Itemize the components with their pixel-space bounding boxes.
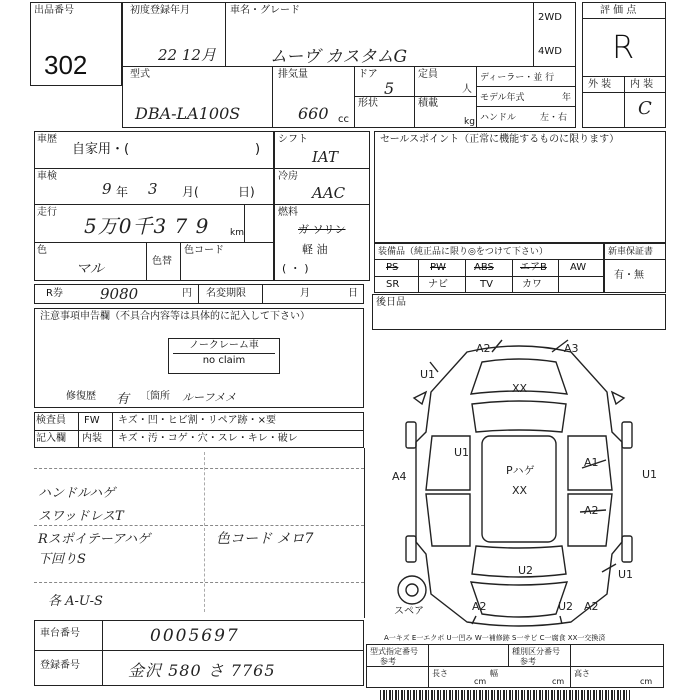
shaken-label: 車検 [37,171,57,182]
repair-part-label: 〔箇所 [140,391,170,402]
shaken-day-unit: 日) [238,185,255,199]
no-claim-stamp [168,338,280,374]
warranty-value: 有・無 [614,270,644,281]
grade-label: 評 価 点 [600,5,637,16]
length-label: 長さ [432,669,448,678]
aircon-label: 冷房 [278,171,298,182]
mileage-unit: km [230,228,244,238]
shaken-year-value: 9 [102,180,112,198]
mark-u1-right: U1 [642,468,658,481]
front-windshield [472,401,566,432]
height-label: 高さ [574,669,590,678]
width-unit: cm [552,677,565,686]
color-change-label: 色替 [152,256,172,267]
mark-roof: Pハゲ [506,464,535,477]
grade-value: R [612,28,635,66]
category-ref: 参考 [520,657,536,666]
left-front-door [426,436,470,490]
mark-u2-br: U2 [558,600,574,613]
fuel-options: ガ ソリン [298,223,346,236]
capacity-label: 定員 [418,69,438,80]
equip-leather: カワ [522,279,542,290]
no-claim-line1: ノークレーム車 [189,340,259,351]
length-unit: cm [474,677,487,686]
note-line-3: Rスポイテーアハゲ [38,532,151,547]
later-items-label: 後日品 [376,297,406,308]
car-damage-diagram [372,332,666,632]
note-line-2: スワッドレスT [38,509,124,524]
right-front-wheel [622,422,632,448]
recycle-label: R券 [46,288,63,299]
lot-number-value: 302 [44,50,88,80]
interior-label: 内 装 [630,79,654,90]
mark-roof-xx: XX [512,484,528,497]
mark-a2-br: A2 [584,600,599,613]
mark-a3-top: A3 [564,342,579,355]
left-rear-wheel [406,536,416,562]
handle-value: 左・右 [540,113,568,123]
capacity-unit: 人 [462,84,472,95]
name-change-month: 月 [300,288,310,299]
shift-value: IAT [312,148,338,166]
mark-a2-bl: A2 [472,600,487,613]
registration-value: 金沢 580 さ 7765 [128,661,276,680]
load-unit: kg [464,117,475,127]
doors-label: ドア [358,69,378,80]
fw-text: キズ・凹・ヒビ割・リペア跡・×要 [118,415,276,426]
aircon-value: AAC [312,184,346,202]
color-code-note: 色コード メロ7 [216,531,314,547]
mileage-label: 走行 [37,207,57,218]
mark-xx-hood: XX [512,382,528,395]
mark-a1: A1 [584,456,599,469]
no-claim-line2: no claim [202,355,246,366]
displacement-unit: cc [338,114,349,125]
inspector-label: 検査員 [36,415,66,426]
recycle-value: 9080 [100,285,139,303]
recycle-box [34,284,364,304]
shift-label: シフト [278,134,308,145]
shaken-month-unit: 月( [182,185,199,199]
mark-u1-br: U1 [618,568,634,581]
mark-u1-mid: U1 [454,446,470,459]
repair-part-value: ルーフメメ [182,391,237,404]
mark-spare: スペア [394,606,424,617]
designation-ref: 参考 [380,657,396,666]
barcode-strip [380,690,630,700]
recycle-unit: 円 [182,288,192,299]
designation-label: 型式指定番号 [370,647,418,656]
sales-point-label: セールスポイント（正常に機能するものに限ります） [380,134,620,145]
notes-area-right-border [364,448,365,618]
fuel-diesel: 軽 油 [302,243,328,256]
warranty-label: 新車保証書 [608,247,654,257]
right-rear-wheel [622,536,632,562]
registration-label: 登録番号 [40,660,80,671]
repair-history-value: 有 [116,392,130,407]
color-label: 色 [37,245,47,256]
displacement-label: 排気量 [278,69,308,80]
displacement-value: 660 [298,104,329,123]
mileage-value: 5万0千3 7 9 [84,214,210,238]
drive-2wd-label: 2WD [538,12,562,23]
notes-label: 注意事項申告欄（不具合内容等は具体的に記入して下さい） [40,311,310,322]
interior-value: C [638,98,652,119]
left-rear-door [426,494,470,546]
lot-number-label: 出品番号 [34,5,74,16]
chassis-label: 車台番号 [40,628,80,639]
note-line-1: ハンドルハゲ [38,486,116,501]
history-value: 自家用・( [72,142,130,157]
fuel-paren: ( ・ ) [282,262,309,275]
first-registration-value: 22 12月 [158,46,216,64]
car-grade-value: ムーヴ カスタムG [270,47,408,67]
name-change-day: 日 [348,288,358,299]
damage-legend: A一キズ E一エクボ U一凹み W一補修跡 S一サビ C一腐食 XX一交換済 [384,634,606,642]
model-year-unit: 年 [562,93,572,103]
equip-airbag: エアB [520,262,547,273]
chassis-value: 0005697 [150,626,240,646]
shape-label: 形状 [358,98,378,109]
spare-tire [398,576,426,604]
color-value: マル [76,261,104,277]
equip-aw: AW [570,262,587,273]
first-registration-label: 初度登録年月 [130,5,190,16]
doors-value: 5 [384,79,395,98]
later-items-box [372,294,666,330]
history-label: 車歴 [37,134,57,145]
equip-navi: ナビ [428,279,448,290]
dealer-label: ディーラー・並 行 [480,73,555,83]
load-label: 積載 [418,98,438,109]
mark-a2-right: A2 [584,504,599,517]
model-year-label: モデル年式 [480,93,525,103]
width-label: 幅 [490,669,498,678]
note-line-5: 各 A-U-S [48,594,103,609]
sales-point-box [374,131,666,243]
car-grade-label: 車名・グレード [230,5,300,16]
shaken-month-value: 3 [148,180,158,198]
interior-check-label: 内装 [82,433,102,444]
equip-sr: SR [386,279,400,290]
left-front-wheel [406,422,416,448]
mark-a2-top: A2 [476,342,491,355]
equip-ps: PS [386,262,399,273]
model-value: DBA-LA100S [135,104,241,123]
mark-a4: A4 [392,470,407,483]
repair-history-label: 修復歴 [66,391,96,402]
mark-u2: U2 [518,564,534,577]
interior-check-text: キズ・汚・コゲ・穴・スレ・キレ・破レ [118,433,298,444]
model-label: 型式 [130,69,150,80]
exterior-label: 外 装 [588,79,612,90]
color-code-label: 色コード [184,245,224,256]
category-label: 種別区分番号 [512,647,560,656]
height-unit: cm [640,677,653,686]
entry-label: 記入欄 [36,433,66,444]
note-line-4: 下回りS [38,552,86,567]
shaken-year-unit: 年 [116,185,129,199]
drive-4wd-label: 4WD [538,46,562,57]
handle-label: ハンドル [480,113,517,123]
name-change-label: 名変期限 [206,288,246,299]
equip-abs: ABS [474,262,494,273]
fuel-label: 燃料 [278,207,298,218]
equipment-label: 装備品（純正品に限り◎をつけて下さい） [378,247,548,257]
mark-u1-left: U1 [420,368,436,381]
history-paren: ) [255,142,261,157]
right-rear-door [568,494,612,546]
equip-pw: PW [430,262,446,273]
equip-tv: TV [480,279,493,290]
fw-label: FW [84,415,100,426]
